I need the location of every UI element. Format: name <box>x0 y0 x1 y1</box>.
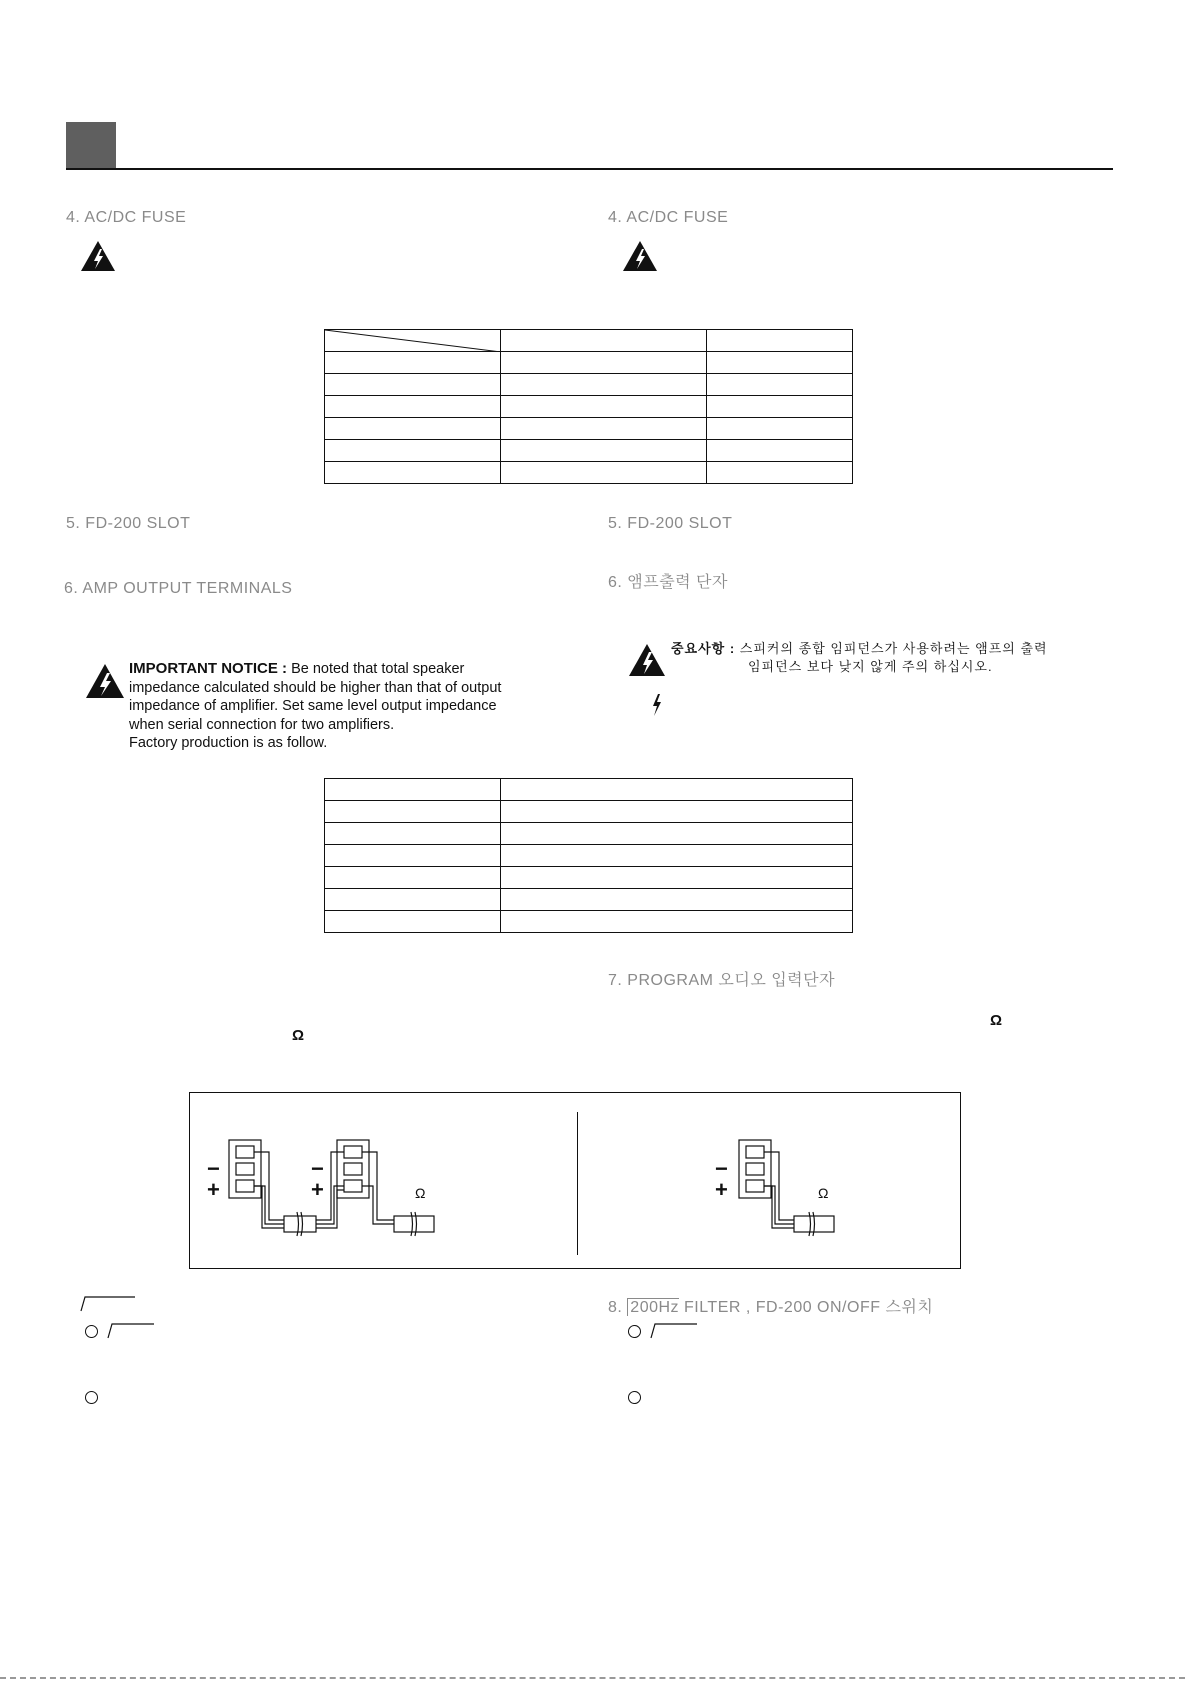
table-row <box>325 779 853 801</box>
bullet-circle <box>85 1325 98 1338</box>
section-amp-output-en: 6. AMP OUTPUT TERMINALS <box>64 580 293 597</box>
notice-line: Factory production is as follow. <box>129 735 328 751</box>
bullet-circle <box>85 1391 98 1404</box>
table-row <box>325 396 853 418</box>
table-row <box>325 801 853 823</box>
wiring-diagram-drawing <box>189 1092 961 1269</box>
table-cell <box>500 330 707 352</box>
impedance-table <box>324 778 853 933</box>
minus-marker: − <box>715 1156 728 1181</box>
minus-marker: − <box>311 1156 324 1181</box>
notice-line: impedance calculated should be higher than that of output <box>129 679 502 696</box>
table-cell <box>707 330 853 352</box>
minus-marker: − <box>207 1156 220 1181</box>
header-block <box>66 122 116 170</box>
sqrt-overline-icon <box>80 1296 136 1312</box>
important-notice-ko <box>671 640 1091 676</box>
table-row <box>325 374 853 396</box>
lightning-bolt-icon <box>651 693 663 717</box>
bullet-circle <box>628 1325 641 1338</box>
fuse-table <box>324 329 853 484</box>
section-program-input-ko: 7. PROGRAM 오디오 입력단자 <box>608 972 836 989</box>
bullet-circle <box>628 1391 641 1404</box>
sqrt-overline-icon <box>107 1323 155 1339</box>
table-row <box>325 911 853 933</box>
notice-heading: 중요사항 : <box>671 641 736 656</box>
warning-triangle-icon <box>622 240 658 272</box>
notice-heading: IMPORTANT NOTICE : <box>129 660 288 677</box>
plus-marker: + <box>715 1177 728 1202</box>
section-fd200-slot-ko: 5. FD-200 SLOT <box>608 515 733 532</box>
filter-hz-label: 200Hz <box>627 1298 679 1316</box>
plus-marker: + <box>207 1177 220 1202</box>
section-fd200-slot-en: 5. FD-200 SLOT <box>66 515 191 532</box>
table-row <box>325 418 853 440</box>
section-filter-ko: 8. 200Hz FILTER , FD-200 ON/OFF 스위치 <box>608 1299 934 1316</box>
notice-line: when serial connection for two amplifiers. <box>129 716 395 733</box>
sqrt-overline-icon <box>650 1323 698 1339</box>
section-ac-dc-fuse-en: 4. AC/DC FUSE <box>66 209 187 226</box>
table-row <box>325 889 853 911</box>
warning-triangle-icon <box>628 643 666 677</box>
important-notice-en <box>129 660 549 753</box>
table-row <box>325 867 853 889</box>
table-header-diagonal-cell <box>325 330 501 352</box>
ohm-symbol: Ω <box>990 1012 1003 1029</box>
table-row <box>325 823 853 845</box>
header-rule <box>66 168 1113 170</box>
warning-triangle-icon <box>80 240 116 272</box>
table-row <box>325 462 853 484</box>
ohm-symbol: Ω <box>292 1027 305 1044</box>
ohm-symbol: Ω <box>818 1185 829 1201</box>
footer-dashed-rule <box>0 1677 1185 1679</box>
warning-triangle-icon <box>85 663 125 699</box>
table-row <box>325 845 853 867</box>
table-row <box>325 330 853 352</box>
notice-line: 임피던스 보다 낮지 않게 주의 하십시오. <box>748 659 993 674</box>
plus-marker: + <box>311 1177 324 1202</box>
ohm-symbol: Ω <box>415 1185 426 1201</box>
table-row <box>325 352 853 374</box>
notice-line: 스피커의 종합 임피던스가 사용하려는 앰프의 출력 <box>735 641 1048 656</box>
section-ac-dc-fuse-ko: 4. AC/DC FUSE <box>608 209 729 226</box>
notice-line: Be noted that total speaker <box>287 661 465 677</box>
notice-line: impedance of amplifier. Set same level output impedance <box>129 698 497 714</box>
section-amp-output-ko: 6. 앰프출력 단자 <box>608 574 728 591</box>
table-row <box>325 440 853 462</box>
